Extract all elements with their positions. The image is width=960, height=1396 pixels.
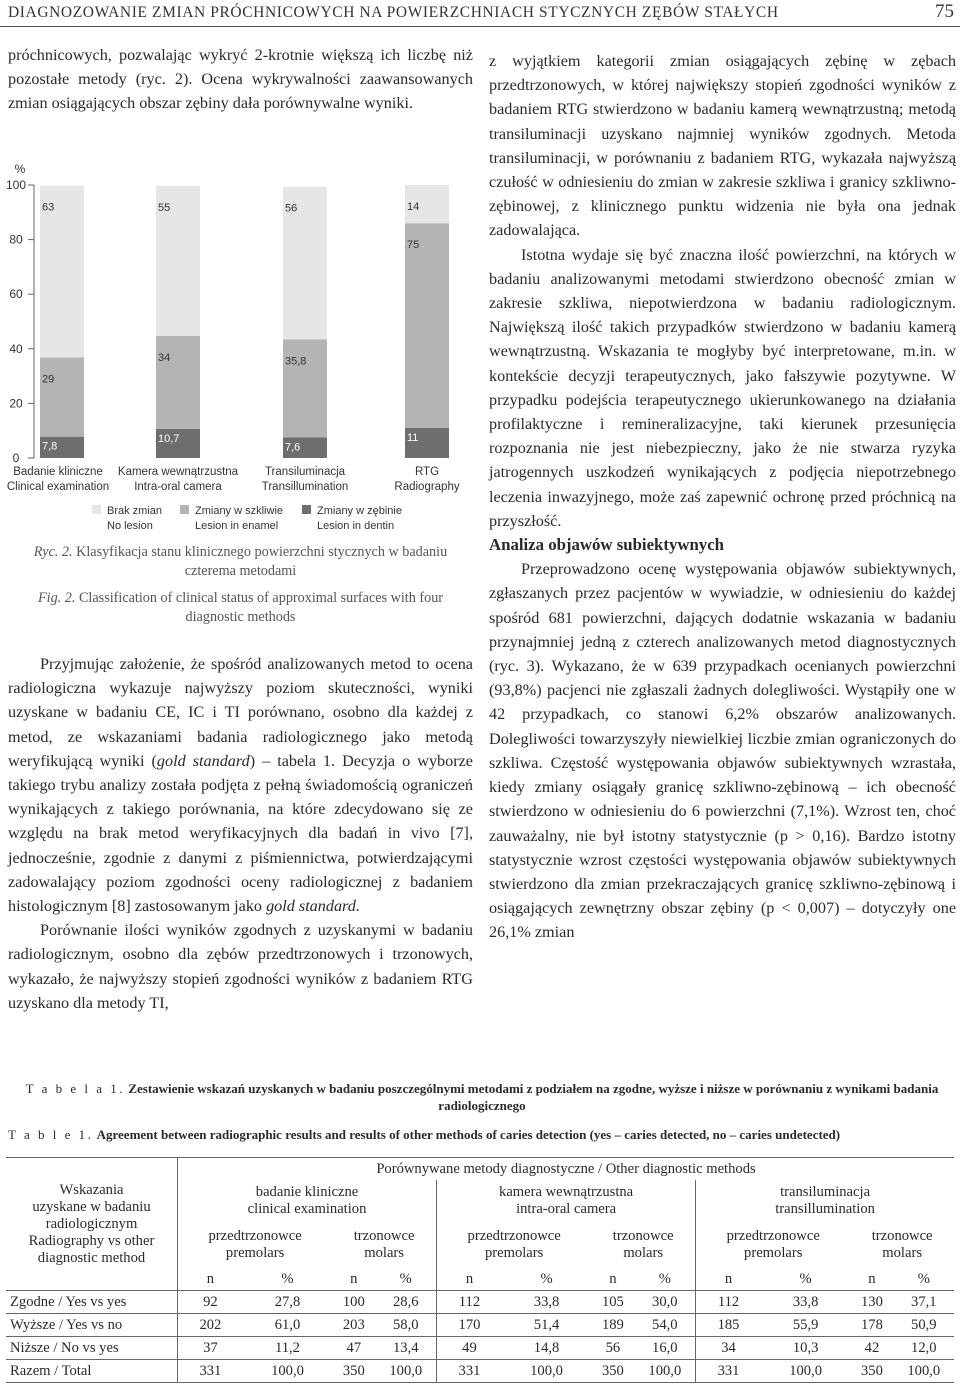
data-label: 63 (42, 201, 55, 214)
running-header (0, 0, 960, 27)
caption-text: Zestawienie wskazań uzyskanych w badaniu poszczególnymi metodami z podziałem na zgodne, wyższe i niższe w porównaniu z wynikami badania radiologicznego (128, 1081, 939, 1113)
text-run: ) – tabela 1. Decyzja o wyborze takiego trybu analizy została podjęta z pełną świadomością ograniczeń wynikających z takiego porównania, na które zdecydowano się ze względu na brak metod weryfikacyjnych dla badań in vivo [7], jednocześnie, zgodnie z danymi z piśmiennictwa, potwierdzającymi zadowalający poziom zgodności oceny radiologicznej z badaniem histologicznym [8] zastosowanym jako (8, 751, 473, 916)
tooth-group-header (591, 1222, 695, 1268)
table-cell: 56 (591, 1337, 634, 1360)
table-cell: 331 (696, 1360, 761, 1383)
category-label: Kamera wewnątrzustna (117, 466, 239, 478)
category-label: RTG (414, 466, 440, 478)
paragraph: z wyjątkiem kategorii zmian osiągających zębinę w zębach przedtrzonowych, w której największy stopień zgodności wyników z badaniem RTG stwierdzono w badaniu kamerą wewnątrzustną; metodą transiluminacji uzyskano najmniej wyników zgodnych. Metoda transiluminacji, w porównaniu z badaniem RTG, wykazała najwyższą czułość w odniesieniu do zmian w zakresie szkliwa i granicy szkliwno-zębinowej, z klinicznego punktu widzenia nie była ona jednak zadowalająca. (489, 52, 956, 240)
pct-header: % (243, 1268, 332, 1291)
table-cell: 331 (437, 1360, 502, 1383)
data-label: 11 (407, 431, 419, 444)
data-label: 29 (42, 373, 55, 386)
table-cell: 54,0 (635, 1314, 696, 1337)
table-cell: 47 (332, 1337, 375, 1360)
method-header (437, 1180, 696, 1222)
data-label: 56 (285, 202, 298, 215)
table-cell: 185 (696, 1314, 761, 1337)
tooth-en: premolars (744, 1245, 803, 1261)
paragraph: próchnicowych, pozwalając wykryć 2-krotnie większą ich liczbę niż pozostałe metody (ryc. 2). Ocena wykrywalności zaawansowanych zmian osiągających obszar zębiny dała porównywalne wyniki. (8, 46, 473, 113)
caption-text: Classification of clinical status of approximal surfaces with four diagnostic methods (78, 590, 444, 625)
n-header: n (850, 1268, 893, 1291)
pct-header: % (375, 1268, 436, 1291)
row-label: Niższe / No vs yes (6, 1337, 178, 1360)
corner-line: Wskazania (59, 1181, 124, 1198)
figure-caption-pl (8, 543, 473, 581)
page-number: 75 (935, 1, 954, 22)
right-column (489, 49, 956, 945)
table-caption-en (8, 1126, 956, 1143)
y-tick-label: 80 (9, 232, 23, 247)
running-title: DIAGNOZOWANIE ZMIAN PRÓCHNICOWYCH NA POWIERZCHNIACH STYCZNYCH ZĘBÓW STAŁYCH (8, 4, 779, 21)
caption-label: Ryc. 2. (33, 544, 73, 560)
table-cell: 100 (332, 1291, 375, 1314)
table-cell: 37,1 (894, 1291, 954, 1314)
table-cell: 170 (437, 1314, 502, 1337)
table-cell: 11,2 (243, 1337, 332, 1360)
table-cell: 27,8 (243, 1291, 332, 1314)
legend-label: Lesion in dentin (317, 520, 395, 532)
n-header: n (437, 1268, 502, 1291)
method-en: clinical examination (247, 1201, 367, 1217)
bar-segment (283, 340, 327, 438)
table-cell: 34 (696, 1337, 761, 1360)
tooth-en: molars (623, 1245, 664, 1261)
row-label: Razem / Total (6, 1360, 178, 1383)
table-cell: 33,8 (761, 1291, 850, 1314)
category-label: Transillumination (261, 481, 349, 493)
bar-segment (40, 358, 84, 437)
tooth-pl: trzonowce (871, 1228, 933, 1244)
tooth-en: premolars (225, 1245, 285, 1261)
table-cell: 55,9 (761, 1314, 850, 1337)
table-cell: 112 (437, 1291, 502, 1314)
data-label: 7,6 (285, 441, 301, 454)
tooth-pl: trzonowce (353, 1228, 415, 1244)
n-header: n (696, 1268, 761, 1291)
table-cell: 100,0 (502, 1360, 591, 1383)
table-row (6, 1360, 954, 1383)
y-tick-label: 0 (12, 451, 20, 465)
pct-header: % (502, 1268, 591, 1291)
table-cell: 42 (850, 1337, 893, 1360)
data-label: 7,8 (42, 440, 58, 453)
table-cell: 16,0 (635, 1337, 696, 1360)
legend-label: Lesion in enamel (195, 520, 279, 532)
italic-term: gold standard (156, 751, 250, 770)
table-corner-header (6, 1158, 178, 1291)
data-label: 10,7 (158, 432, 180, 445)
table-cell: 10,3 (761, 1337, 850, 1360)
tooth-pl: trzonowce (612, 1228, 674, 1244)
caption-text: Klasyfikacja stanu klinicznego powierzchni stycznych w badaniu czterema metodami (76, 544, 448, 579)
group-header: Porównywane metody diagnostyczne / Other diagnostic methods (178, 1158, 955, 1181)
table-cell: 28,6 (375, 1291, 436, 1314)
tooth-en: molars (882, 1245, 923, 1261)
n-header: n (591, 1268, 634, 1291)
data-label: 75 (407, 239, 420, 252)
caption-label: Fig. 2. (37, 590, 76, 606)
legend-swatch (92, 505, 101, 514)
table-row (6, 1337, 954, 1360)
table-row (6, 1314, 954, 1337)
tooth-pl: przedtrzonowce (467, 1228, 561, 1244)
table-cell: 100,0 (894, 1360, 954, 1383)
tooth-group-header (178, 1222, 333, 1268)
table-cell: 350 (850, 1360, 893, 1383)
tooth-group-header (332, 1222, 436, 1268)
table-cell: 105 (591, 1291, 634, 1314)
section-heading: Analiza objawów subiektywnych (489, 535, 724, 555)
corner-line: Radiography vs other (28, 1232, 155, 1249)
legend-label: Zmiany w szkliwie (195, 505, 284, 517)
left-column-bottom (8, 652, 473, 1015)
legend-label: Brak zmian (107, 505, 163, 517)
table-cell: 331 (178, 1360, 243, 1383)
n-header: n (332, 1268, 375, 1291)
paragraph (8, 652, 473, 918)
data-label: 35,8 (285, 355, 307, 368)
tooth-pl: przedtrzonowce (726, 1228, 820, 1244)
corner-line: diagnostic method (37, 1249, 146, 1266)
paragraph: Porównanie ilości wyników zgodnych z uzyskanymi w badaniu radiologicznym, osobno dla zębów przedtrzonowych i trzonowych, wykazało, że najwyższy stopień zgodności wyników z badaniem RTG uzyskano dla metody TI, (8, 921, 473, 1012)
caption-label: T a b e l a 1. (25, 1081, 126, 1096)
category-label: Radiography (394, 481, 460, 493)
table-cell: 61,0 (243, 1314, 332, 1337)
table-caption-pl (8, 1080, 956, 1114)
y-axis-label: % (14, 162, 26, 176)
table-cell: 30,0 (635, 1291, 696, 1314)
pct-header: % (894, 1268, 954, 1291)
pct-header: % (635, 1268, 696, 1291)
figure-2-chart (0, 155, 480, 540)
table-cell: 202 (178, 1314, 243, 1337)
tooth-group-header (696, 1222, 851, 1268)
bar-segment (156, 336, 200, 429)
table-cell: 92 (178, 1291, 243, 1314)
table-row (6, 1291, 954, 1314)
table-cell: 50,9 (894, 1314, 954, 1337)
tooth-en: molars (364, 1245, 404, 1261)
category-label: Clinical examination (6, 481, 110, 493)
table-cell: 13,4 (375, 1337, 436, 1360)
tooth-pl: przedtrzonowce (208, 1228, 302, 1244)
y-tick-label: 40 (9, 341, 23, 356)
method-header (696, 1180, 954, 1222)
table-cell: 51,4 (502, 1314, 591, 1337)
left-column-top (8, 43, 473, 116)
paragraph: Istotna wydaje się być znaczna ilość powierzchni, na których w badaniu analizowanymi metodami stwierdzono obecność zmian w zakresie szkliwa, niepotwierdzona w badaniu radiologicznym. Największą ilość takich przypadków stwierdzono w badaniu kamerą wewnątrzustną. Wskazania te mogłyby być interpretowane, m.in. w kontekście decyzji terapeutycznych, jako fałszywie pozytywne. W przypadku podejścia terapeutycznego ukierunkowanego na działania profilaktyczne i remineralizacyjne, taki kierunek przesunięcia rozpoznania nie jest niebezpieczny, jako że nie stwarza ryzyka jatrogennych uszkodzeń wynikających z podjęcia niepotrzebnego leczenia inwazyjnego, może zaś zapewnić ochronę przed próchnicą na przyszłość. (489, 245, 956, 530)
data-label: 55 (158, 201, 171, 214)
pct-header: % (761, 1268, 850, 1291)
table-cell: 130 (850, 1291, 893, 1314)
table-cell: 37 (178, 1337, 243, 1360)
data-label: 34 (158, 351, 171, 364)
y-tick-label: 20 (9, 396, 23, 411)
method-en: transillumination (775, 1201, 875, 1217)
table-cell: 100,0 (243, 1360, 332, 1383)
n-header: n (178, 1268, 243, 1291)
category-label: Intra-oral camera (134, 481, 222, 493)
tooth-group-header (850, 1222, 954, 1268)
table-cell: 100,0 (761, 1360, 850, 1383)
y-tick-label: 60 (9, 287, 23, 302)
table-cell: 58,0 (375, 1314, 436, 1337)
method-pl: badanie kliniczne (255, 1184, 359, 1200)
table-cell: 100,0 (635, 1360, 696, 1383)
row-label: Wyższe / Yes vs no (6, 1314, 178, 1337)
table-cell: 112 (696, 1291, 761, 1314)
caption-label: T a b l e 1. (8, 1127, 94, 1142)
table-cell: 14,8 (502, 1337, 591, 1360)
table-cell: 100,0 (375, 1360, 436, 1383)
table-cell: 189 (591, 1314, 634, 1337)
table-cell: 203 (332, 1314, 375, 1337)
tooth-group-header (437, 1222, 592, 1268)
bar-segment (405, 223, 449, 428)
paragraph: Przeprowadzono ocenę występowania objawów subiektywnych, zgłaszanych przez pacjentów w wywiadzie, w odniesieniu do każdej spośród 681 powierzchni, dających dodatnie wskazania w badaniu przynajmniej jedną z czterech analizowanych metod diagnostycznych (ryc. 3). Wykazano, że w 639 przypadkach ocenianych powierzchni (93,8%) pacjenci nie zgłaszali żadnych dolegliwości. Wystąpiły one w 42 przypadkach, co stanowi 6,2% obszarów analizowanych. Dolegliwości towarzyszyły niewielkiej liczbie zmian ograniczonych do szkliwa. Częstość występowania objawów subiektywnych wzrastała, kiedy zmiany osiągały granicę szkliwno-zębinową – ich obecność stwierdzono w odniesieniu do 6 powierzchni (7,1%). Wzrost ten, choć zauważalny, nie był istotny statystycznie (p > 0,16). Bardzo istotny statystycznie wzrost częstości występowania objawów subiektywnych stwierdzono dla zmian przekraczających granicę szkliwno-zębinową i osiągających zewnętrzny obszar zębiny (p < 0,007) – dotyczyły one 26,1% zmian (489, 560, 956, 942)
figure-caption-en (8, 589, 473, 627)
category-label: Transiluminacja (264, 466, 346, 478)
category-label: Badanie kliniczne (13, 466, 103, 478)
method-header (178, 1180, 437, 1222)
y-tick-label: 100 (5, 178, 27, 192)
table-cell: 33,8 (502, 1291, 591, 1314)
table-cell: 49 (437, 1337, 502, 1360)
italic-term: gold standard. (266, 897, 360, 916)
table-cell: 350 (332, 1360, 375, 1383)
data-label: 14 (407, 201, 420, 213)
results-table (6, 1157, 954, 1383)
row-label: Zgodne / Yes vs yes (6, 1291, 178, 1314)
method-pl: kamera wewnątrzustna (499, 1184, 634, 1200)
table-cell: 178 (850, 1314, 893, 1337)
caption-text: Agreement between radiographic results and results of other methods of caries detection (yes – caries detected, no – caries undetected) (96, 1127, 841, 1142)
legend-label: Zmiany w zębinie (317, 505, 402, 517)
tooth-en: premolars (484, 1245, 544, 1261)
legend-label: No lesion (107, 520, 153, 532)
method-en: intra-oral camera (516, 1201, 617, 1217)
corner-line: uzyskane w badaniu (32, 1198, 151, 1215)
legend-swatch (180, 505, 189, 514)
text-run: Przyjmując założenie, że spośród analizowanych metod to ocena radiologiczna wykazuje najwyższy poziom skuteczności, wyniki uzyskane w badaniu CE, IC i TI porównano, osobno dla każdej z metod, ze wskazaniami badania radiologicznego jako metodą weryfikującą wyniki ( (8, 655, 473, 770)
table-cell: 350 (591, 1360, 634, 1383)
legend-swatch (302, 505, 311, 514)
table-cell: 12,0 (894, 1337, 954, 1360)
corner-line: radiologicznym (45, 1215, 138, 1232)
method-pl: transiluminacja (780, 1184, 871, 1200)
